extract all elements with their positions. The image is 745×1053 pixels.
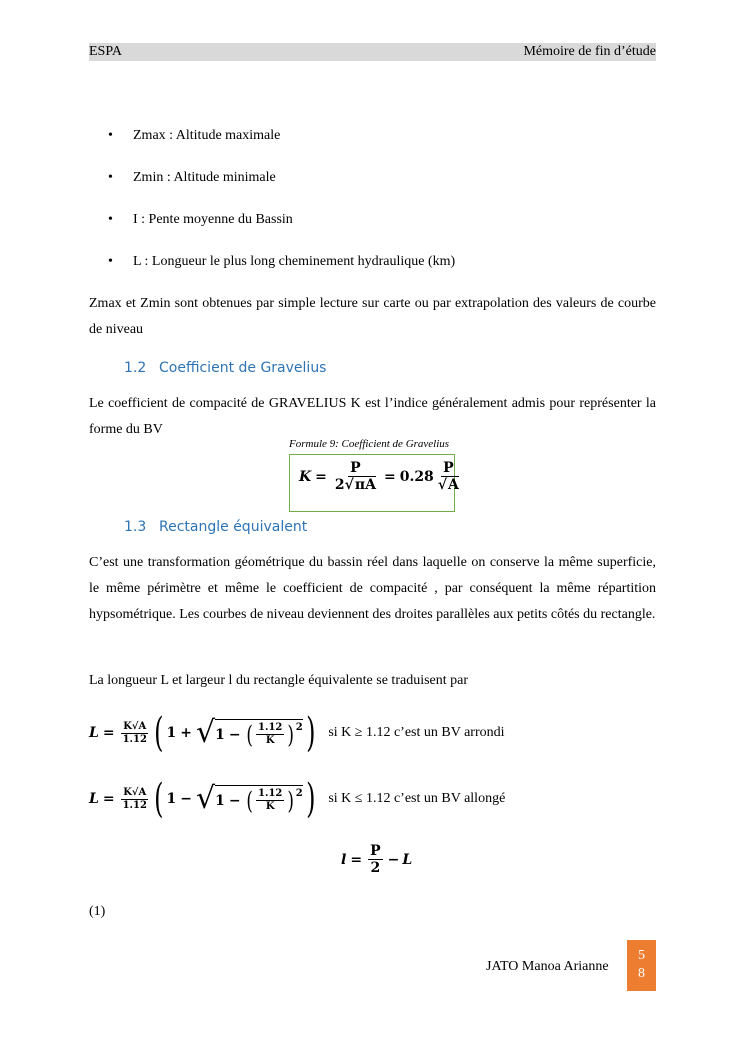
section-heading-rectangle: 1.3 Rectangle équivalent	[124, 519, 308, 535]
formula-gravelius: K = $\frac{P}{2√\pi A}$ = 0.28 $\frac{P}{√A}$	[289, 454, 455, 512]
equation-number: (1)	[89, 904, 106, 919]
bullet-icon: •	[108, 170, 113, 185]
equation-l-allonge: L = $\frac{K√A}{1.12}$ ( 1 − √ 1 − ( $\frac{1.12}{K}$ ) $^2$ ) si K ≤ 1.12 c’est un BV allongé	[89, 776, 506, 822]
equation-largeur: l = $\frac{P}{2}$ − L	[341, 843, 413, 876]
section-heading-gravelius: 1.2 Coefficient de Gravelius	[124, 360, 327, 376]
header-left: ESPA	[89, 44, 122, 59]
bullet-icon: •	[108, 254, 113, 269]
footer-author: JATO Manoa Arianne	[486, 959, 609, 974]
paragraph-longueur: La longueur L et largeur l du rectangle équivalente se traduisent par	[89, 673, 469, 688]
paragraph-zmax-zmin: Zmax et Zmin sont obtenues par simple lecture sur carte ou par extrapolation des valeurs de courbe de niveau	[89, 296, 656, 337]
formula-caption: Formule 9: Coefficient de Gravelius	[289, 438, 450, 450]
equation-l-arrondi: L = $\frac{K√A}{1.12}$ ( 1 + √ 1 − ( $\frac{1.12}{K}$ ) $^2$ ) si K ≥ 1.12 c’est un BV arrondi	[89, 710, 505, 756]
paragraph-gravelius: Le coefficient de compacité de GRAVELIUS K est l’indice généralement admis pour représenter la forme du BV	[89, 396, 656, 437]
page-number-badge: 5 8	[627, 940, 656, 991]
paragraph-rectangle: C’est une transformation géométrique du bassin réel dans laquelle on conserve la même superficie, le même périmètre et même le coefficient de compacité , par conséquent la même répartition hypsométrique. Les courbes de niveau deviennent des droites parallèles aux petits côtés du rectangle.	[89, 555, 656, 622]
header-right: Mémoire de fin d’étude	[523, 44, 656, 59]
bullet-icon: •	[108, 212, 113, 227]
page-header	[89, 43, 656, 61]
bullet-icon: •	[108, 128, 113, 143]
